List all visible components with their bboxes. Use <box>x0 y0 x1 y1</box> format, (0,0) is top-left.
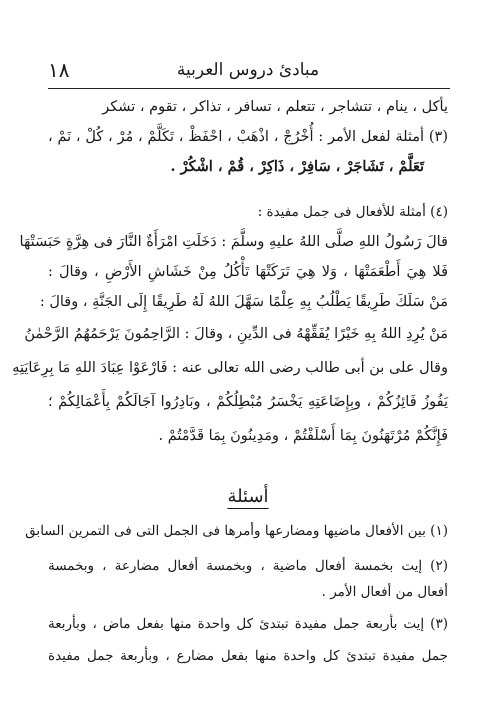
question-item: (١) بين الأفعال ماضيها ومضارعها وأمرها فى الجمل التى فى التمرين السابق <box>25 523 448 539</box>
quote-line: فَإِنَّكُمْ مُرْتَهَنُونَ بِمَا أَسْلَفْتُمْ ، ومَدِينُونَ بِمَا قَدَّمْتُمْ . <box>158 428 448 444</box>
question-item: (٢) إيت بخمسة أفعال ماضية ، وبخمسة أفعال مضارعة ، وبخمسة <box>48 558 448 574</box>
questions-heading: أسئلة <box>227 486 269 507</box>
hadith-line: مَنْ سَلَكَ طَرِيقًا يَطْلُبُ بِهِ عِلْمًا سَهَّلَ اللهُ لَهُ طَرِيقًا إِلَى الجَنَّةِ ، وقالَ : <box>39 294 448 310</box>
imperative-examples-cont: تَعَلَّمْ ، تَشَاجَرْ ، سَافِرْ ، ذَاكِرْ ، قُمْ ، اشْكُرْ . <box>170 158 424 175</box>
verb-list-line: يأكل ، ينام ، تتشاجر ، تتعلم ، تسافر ، تذاكر ، تقوم ، تشكر <box>102 99 448 115</box>
hadith-line: قالَ رَسُولُ اللهِ صلَّى اللهُ عليهِ وسلَّمَ : دَخَلَتِ امْرَأَةٌ النَّارَ فى هِرَّةٍ حَبَسَتْهَا <box>19 234 448 250</box>
hadith-line: مَنْ يُرِدِ اللهُ بِهِ خَيْرًا يُفَقِّهْهُ فى الدِّينِ ، وقالَ : الرَّاحِمُونَ يَرْحَمُهُمُ الرَّحْمٰنُ <box>24 326 448 342</box>
page-number: ١٨ <box>48 58 70 82</box>
sentence-examples-heading: (٤) أمثلة للأفعال فى جمل مفيدة : <box>257 204 448 220</box>
quote-line: وقال على بن أبى طالب رضى الله تعالى عنه : فَارْعَوْا عِبَادَ اللهِ مَا بِرِعَايَتِهِ <box>12 360 448 376</box>
question-item-cont: أفعال من أفعال الأمر . <box>321 584 448 600</box>
question-item-cont: جمل مفيدة تبتدئ كل واحدة منها بفعل مضارع ، وبأربعة جمل مفيدة <box>48 648 448 664</box>
question-item: (٣) إيت بأربعة جمل مفيدة تبتدئ كل واحدة منها بفعل ماض ، وبأربعة <box>48 616 448 632</box>
header-rule <box>48 88 450 89</box>
hadith-line: فَلا هِيَ أَطْعَمَتْهَا ، وَلا هِيَ تَرَكَتْهَا تَأْكُلُ مِنْ خَشَاشِ الأَرْضِ ، وقالَ : <box>48 264 448 280</box>
running-title: مبادئ دروس العربية <box>176 60 320 80</box>
quote-line: يَفُوزُ فَائِزُكُمْ ، وبِإِضَاعَتِهِ يَخْسَرُ مُبْطِلُكُمْ ، وبَادِرُوا آجَالَكُمْ بِأَعْمَالِكُمْ ؛ <box>48 394 448 410</box>
imperative-examples-line: (٣) أمثلة لفعل الأمر : أُخْرُجْ ، اذْهَبْ ، احْفَظْ ، تَكَلَّمْ ، مُرْ ، كُلْ ، نَمْ ، <box>48 129 448 145</box>
